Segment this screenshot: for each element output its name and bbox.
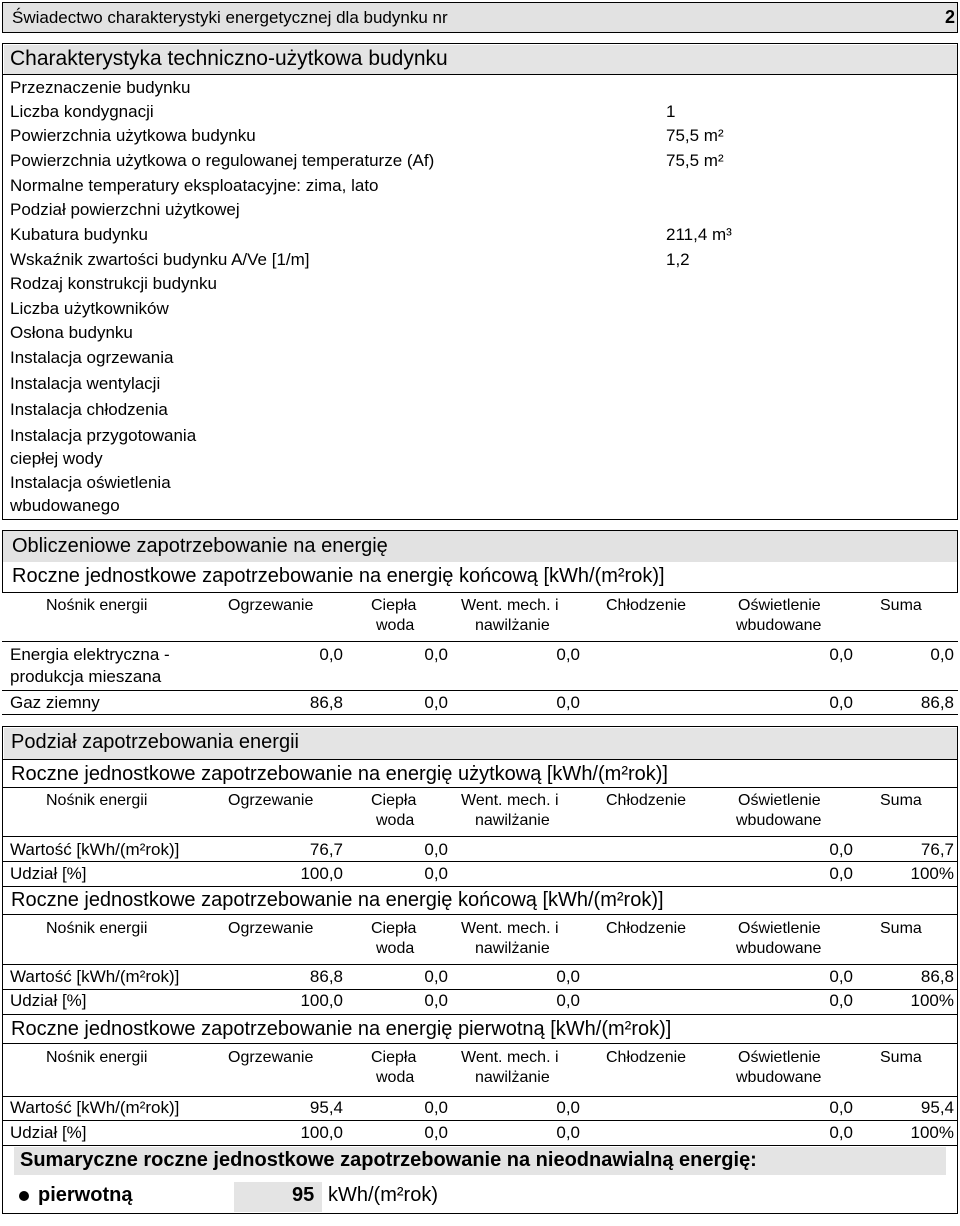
split-heading: Podział zapotrzebowania energii <box>11 731 299 753</box>
col-heating: Ogrzewanie <box>228 597 314 614</box>
tech-label: Wskaźnik zwartości budynku A/Ve [1/m] <box>10 250 310 269</box>
split-section-title: Roczne jednostkowe zapotrzebowanie na energię użytkową [kWh/(m²rok)] <box>11 763 668 785</box>
split-header-divider <box>3 836 957 837</box>
split-row-divider <box>3 1145 957 1146</box>
col-light: Oświetlenie <box>738 1049 821 1066</box>
calc-hotwater: 0,0 <box>424 693 448 712</box>
calc-row-divider <box>2 690 958 691</box>
col-vent: Went. mech. i <box>461 597 559 614</box>
calc-hotwater: 0,0 <box>424 645 448 664</box>
tech-value: 75,5 m² <box>666 151 724 170</box>
split-section-title: Roczne jednostkowe zapotrzebowanie na energię pierwotną [kWh/(m²rok)] <box>11 1018 672 1040</box>
col-hotwater: Ciepła <box>371 920 417 937</box>
split-light: 0,0 <box>829 1123 853 1142</box>
page-number: 2 <box>944 7 955 27</box>
col-light-2: wbudowane <box>736 1069 822 1086</box>
calc-heading: Obliczeniowe zapotrzebowanie na energię <box>12 535 388 557</box>
split-row-divider <box>3 861 957 862</box>
col-cooling: Chłodzenie <box>606 597 687 614</box>
split-hotwater: 0,0 <box>424 991 448 1010</box>
calc-subheading-bar <box>2 562 958 593</box>
split-light: 0,0 <box>829 967 853 986</box>
split-light: 0,0 <box>829 991 853 1010</box>
calc-row-label-cont: produkcja mieszana <box>10 667 162 686</box>
split-row-divider <box>3 1120 957 1121</box>
tech-label-cont: ciepłej wody <box>10 449 103 468</box>
split-hotwater: 0,0 <box>424 864 448 883</box>
split-heating: 76,7 <box>309 840 343 859</box>
calc-row-label: Energia elektryczna - <box>10 645 170 664</box>
split-sum: 95,4 <box>920 1098 954 1117</box>
col-carrier: Nośnik energii <box>46 597 148 614</box>
tech-label: Powierzchnia użytkowa o regulowanej temperaturze (Af) <box>10 151 435 170</box>
split-row-label: Wartość [kWh/(m²rok)] <box>10 1098 180 1117</box>
split-title-divider <box>3 1043 957 1044</box>
split-hotwater: 0,0 <box>424 840 448 859</box>
tech-label: Osłona budynku <box>10 323 133 342</box>
calc-header-divider <box>2 641 958 642</box>
col-sum: Suma <box>880 1049 922 1066</box>
split-sum: 76,7 <box>920 840 954 859</box>
split-vent: 0,0 <box>556 1098 580 1117</box>
col-heating: Ogrzewanie <box>228 1049 314 1066</box>
tech-label: Instalacja ogrzewania <box>10 348 174 367</box>
col-vent: Went. mech. i <box>461 920 559 937</box>
calc-row-label: Gaz ziemny <box>10 693 100 712</box>
tech-label-cont: wbudowanego <box>10 496 120 515</box>
tech-value: 211,4 m³ <box>666 225 732 244</box>
split-heating: 86,8 <box>309 967 343 986</box>
col-hotwater-2: woda <box>376 1069 415 1086</box>
split-header-divider <box>3 964 957 965</box>
summary-unit: kWh/(m²rok) <box>328 1184 438 1206</box>
col-light-2: wbudowane <box>736 812 822 829</box>
tech-value: 1,2 <box>666 250 690 269</box>
split-row-label: Wartość [kWh/(m²rok)] <box>10 840 180 859</box>
split-vent: 0,0 <box>556 1123 580 1142</box>
tech-label: Instalacja oświetlenia <box>10 473 171 492</box>
calc-sum: 86,8 <box>920 693 954 712</box>
col-heating: Ogrzewanie <box>228 920 314 937</box>
calc-subheading: Roczne jednostkowe zapotrzebowanie na energię końcową [kWh/(m²rok)] <box>12 565 665 587</box>
split-hotwater: 0,0 <box>424 1123 448 1142</box>
col-vent-2: nawilżanie <box>475 812 550 829</box>
split-sum: 100% <box>910 864 954 883</box>
tech-label: Instalacja chłodzenia <box>10 400 168 419</box>
tech-label: Liczba kondygnacji <box>10 102 154 121</box>
split-vent: 0,0 <box>556 991 580 1010</box>
split-heating: 100,0 <box>300 864 343 883</box>
calc-light: 0,0 <box>829 645 853 664</box>
col-light-2: wbudowane <box>736 940 822 957</box>
col-hotwater-2: woda <box>376 940 415 957</box>
split-light: 0,0 <box>829 864 853 883</box>
split-title-divider <box>3 787 957 788</box>
summary-value: 95 <box>292 1184 315 1206</box>
calc-heading-bar <box>2 530 958 563</box>
split-sum: 100% <box>910 991 954 1010</box>
split-hotwater: 0,0 <box>424 1098 448 1117</box>
col-cooling: Chłodzenie <box>606 920 687 937</box>
split-heading-divider <box>3 759 957 760</box>
tech-label: Instalacja wentylacji <box>10 374 161 393</box>
tech-label: Przeznaczenie budynku <box>10 78 191 97</box>
col-sum: Suma <box>880 597 922 614</box>
page-title: Świadectwo charakterystyki energetycznej dla budynku nr <box>12 8 448 27</box>
col-vent-2: nawilżanie <box>475 940 550 957</box>
tech-value: 1 <box>666 102 676 121</box>
tech-label: Instalacja przygotowania <box>10 426 197 445</box>
split-light: 0,0 <box>829 840 853 859</box>
split-heating: 100,0 <box>300 1123 343 1142</box>
col-sum: Suma <box>880 792 922 809</box>
calc-heating: 86,8 <box>309 693 343 712</box>
col-vent: Went. mech. i <box>461 1049 559 1066</box>
calc-vent: 0,0 <box>556 645 580 664</box>
col-cooling: Chłodzenie <box>606 792 687 809</box>
tech-label: Rodzaj konstrukcji budynku <box>10 274 217 293</box>
col-heating: Ogrzewanie <box>228 792 314 809</box>
split-heating: 100,0 <box>300 991 343 1010</box>
split-row-divider <box>3 1014 957 1015</box>
split-row-label: Udział [%] <box>10 991 87 1010</box>
col-vent-2: nawilżanie <box>475 1069 550 1086</box>
summary-label: pierwotną <box>38 1184 133 1206</box>
split-hotwater: 0,0 <box>424 967 448 986</box>
tech-value: 75,5 m² <box>666 126 724 145</box>
tech-label: Powierzchnia użytkowa budynku <box>10 126 256 145</box>
split-row-label: Udział [%] <box>10 864 87 883</box>
page-header <box>2 2 958 33</box>
calc-sum: 0,0 <box>930 645 954 664</box>
split-row-divider <box>3 989 957 990</box>
calc-heating: 0,0 <box>319 645 343 664</box>
col-sum: Suma <box>880 920 922 937</box>
split-title-divider <box>3 914 957 915</box>
col-cooling: Chłodzenie <box>606 1049 687 1066</box>
tech-heading-divider <box>3 74 957 75</box>
split-row-label: Udział [%] <box>10 1123 87 1142</box>
split-light: 0,0 <box>829 1098 853 1117</box>
tech-label: Liczba użytkowników <box>10 299 169 318</box>
col-light: Oświetlenie <box>738 597 821 614</box>
col-carrier: Nośnik energii <box>46 1049 148 1066</box>
tech-label: Podział powierzchni użytkowej <box>10 200 240 219</box>
calc-bottom-divider <box>2 714 958 715</box>
split-vent: 0,0 <box>556 967 580 986</box>
split-heating: 95,4 <box>309 1098 343 1117</box>
split-row-label: Wartość [kWh/(m²rok)] <box>10 967 180 986</box>
calc-vent: 0,0 <box>556 693 580 712</box>
col-light-2: wbudowane <box>736 617 822 634</box>
split-sum: 100% <box>910 1123 954 1142</box>
col-hotwater: Ciepła <box>371 1049 417 1066</box>
col-light: Oświetlenie <box>738 920 821 937</box>
calc-light: 0,0 <box>829 693 853 712</box>
tech-label: Kubatura budynku <box>10 225 148 244</box>
col-hotwater: Ciepła <box>371 597 417 614</box>
split-sum: 86,8 <box>920 967 954 986</box>
tech-label: Normalne temperatury eksploatacyjne: zima, lato <box>10 176 379 195</box>
tech-heading: Charakterystyka techniczno-użytkowa budynku <box>10 47 448 70</box>
col-hotwater: Ciepła <box>371 792 417 809</box>
col-hotwater-2: woda <box>376 617 415 634</box>
split-row-divider <box>3 886 957 887</box>
col-hotwater-2: woda <box>376 812 415 829</box>
bullet-icon <box>19 1191 29 1201</box>
col-vent: Went. mech. i <box>461 792 559 809</box>
col-carrier: Nośnik energii <box>46 792 148 809</box>
col-vent-2: nawilżanie <box>475 617 550 634</box>
split-section-title: Roczne jednostkowe zapotrzebowanie na energię końcową [kWh/(m²rok)] <box>11 889 664 911</box>
split-header-divider <box>3 1096 957 1097</box>
col-light: Oświetlenie <box>738 792 821 809</box>
col-carrier: Nośnik energii <box>46 920 148 937</box>
summary-heading: Sumaryczne roczne jednostkowe zapotrzebowanie na nieodnawialną energię: <box>20 1149 757 1171</box>
